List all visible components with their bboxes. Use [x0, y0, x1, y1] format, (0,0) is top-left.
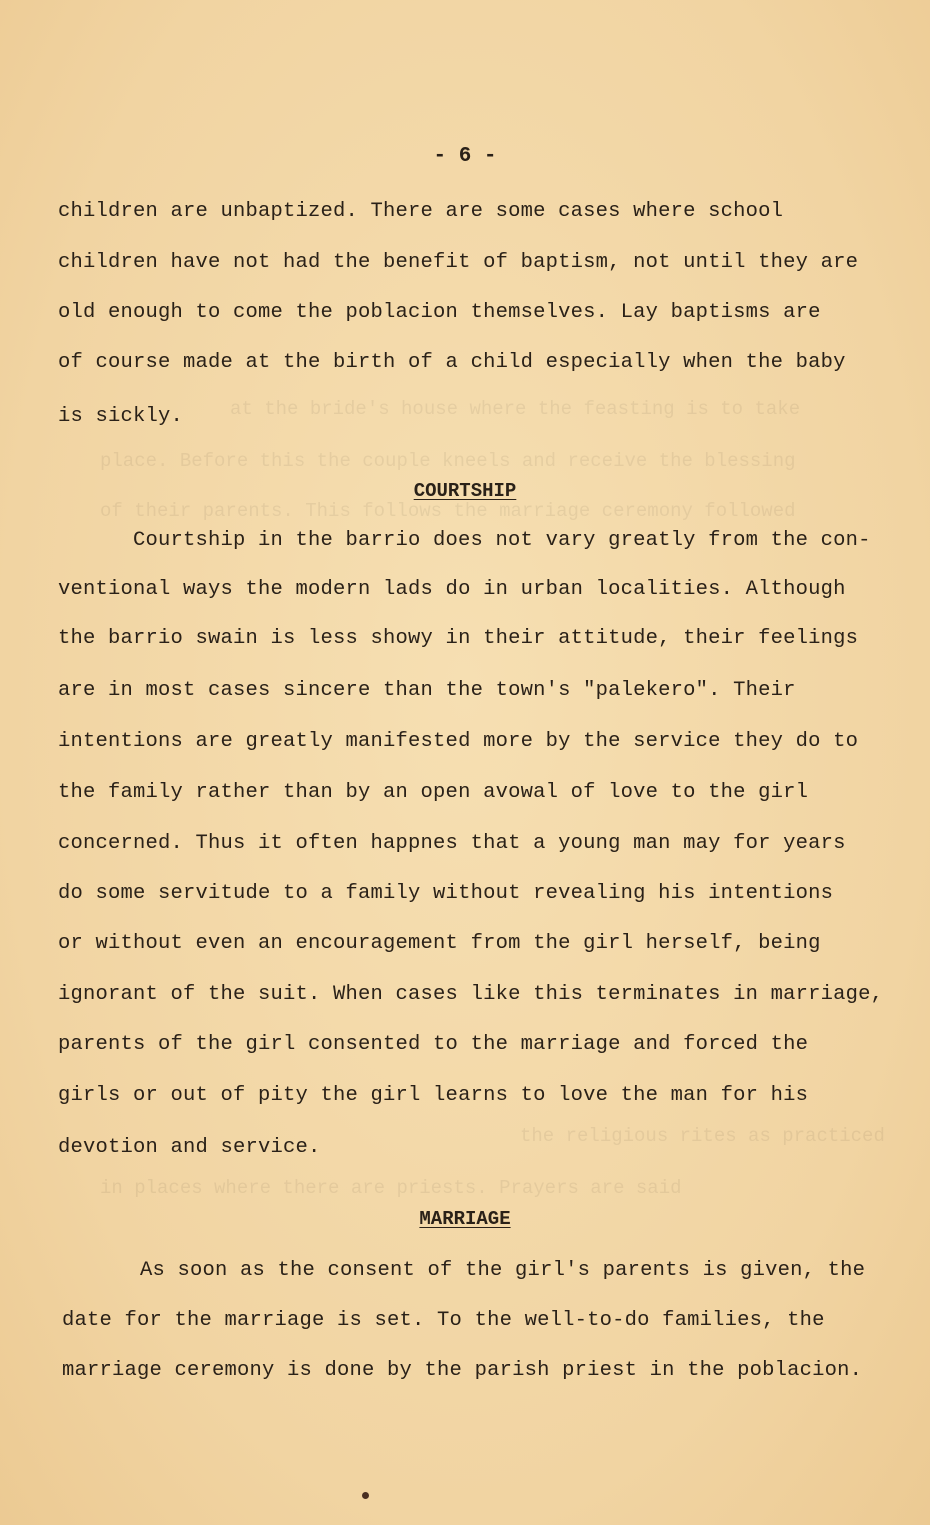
- text-line: the family rather than by an open avowal of love to the girl: [58, 781, 809, 804]
- text-line: old enough to come the poblacion themselves. Lay baptisms are: [58, 301, 821, 324]
- text-line: As soon as the consent of the girl's parents is given, the: [140, 1259, 866, 1282]
- text-line: ventional ways the modern lads do in urban localities. Although: [58, 578, 846, 601]
- text-line: is sickly.: [58, 405, 184, 428]
- text-line: Courtship in the barrio does not vary greatly from the con-: [133, 529, 871, 552]
- bleed-through-text: of their parents. This follows the marriage ceremony followed: [100, 500, 796, 522]
- text-line: parents of the girl consented to the marriage and forced the: [58, 1033, 809, 1056]
- text-line: children are unbaptized. There are some cases where school: [58, 200, 784, 223]
- text-line: or without even an encouragement from the girl herself, being: [58, 932, 821, 955]
- page-number: - 6 -: [433, 145, 497, 168]
- bleed-through-text: place. Before this the couple kneels and receive the blessing: [100, 450, 796, 472]
- text-line: marriage ceremony is done by the parish priest in the poblacion.: [62, 1359, 863, 1382]
- ink-spot: [362, 1492, 369, 1499]
- text-line: girls or out of pity the girl learns to love the man for his: [58, 1084, 809, 1107]
- text-line: devotion and service.: [58, 1136, 321, 1159]
- text-line: of course made at the birth of a child especially when the baby: [58, 351, 846, 374]
- text-line: date for the marriage is set. To the well-to-do families, the: [62, 1309, 825, 1332]
- bleed-through-text: the religious rites as practiced: [520, 1125, 885, 1147]
- text-line: are in most cases sincere than the town's "palekero". Their: [58, 679, 796, 702]
- text-line: do some servitude to a family without revealing his intentions: [58, 882, 834, 905]
- bleed-through-text: in places where there are priests. Prayers are said: [100, 1177, 682, 1199]
- section-heading-courtship: COURTSHIP: [413, 480, 517, 502]
- text-line: children have not had the benefit of baptism, not until they are: [58, 251, 859, 274]
- text-line: intentions are greatly manifested more by the service they do to: [58, 730, 859, 753]
- bleed-through-text: at the bride's house where the feasting is to take: [230, 398, 801, 420]
- text-line: the barrio swain is less showy in their attitude, their feelings: [58, 627, 859, 650]
- section-heading-marriage: MARRIAGE: [419, 1208, 511, 1230]
- text-line: concerned. Thus it often happnes that a young man may for years: [58, 832, 846, 855]
- text-line: ignorant of the suit. When cases like this terminates in marriage,: [58, 983, 884, 1006]
